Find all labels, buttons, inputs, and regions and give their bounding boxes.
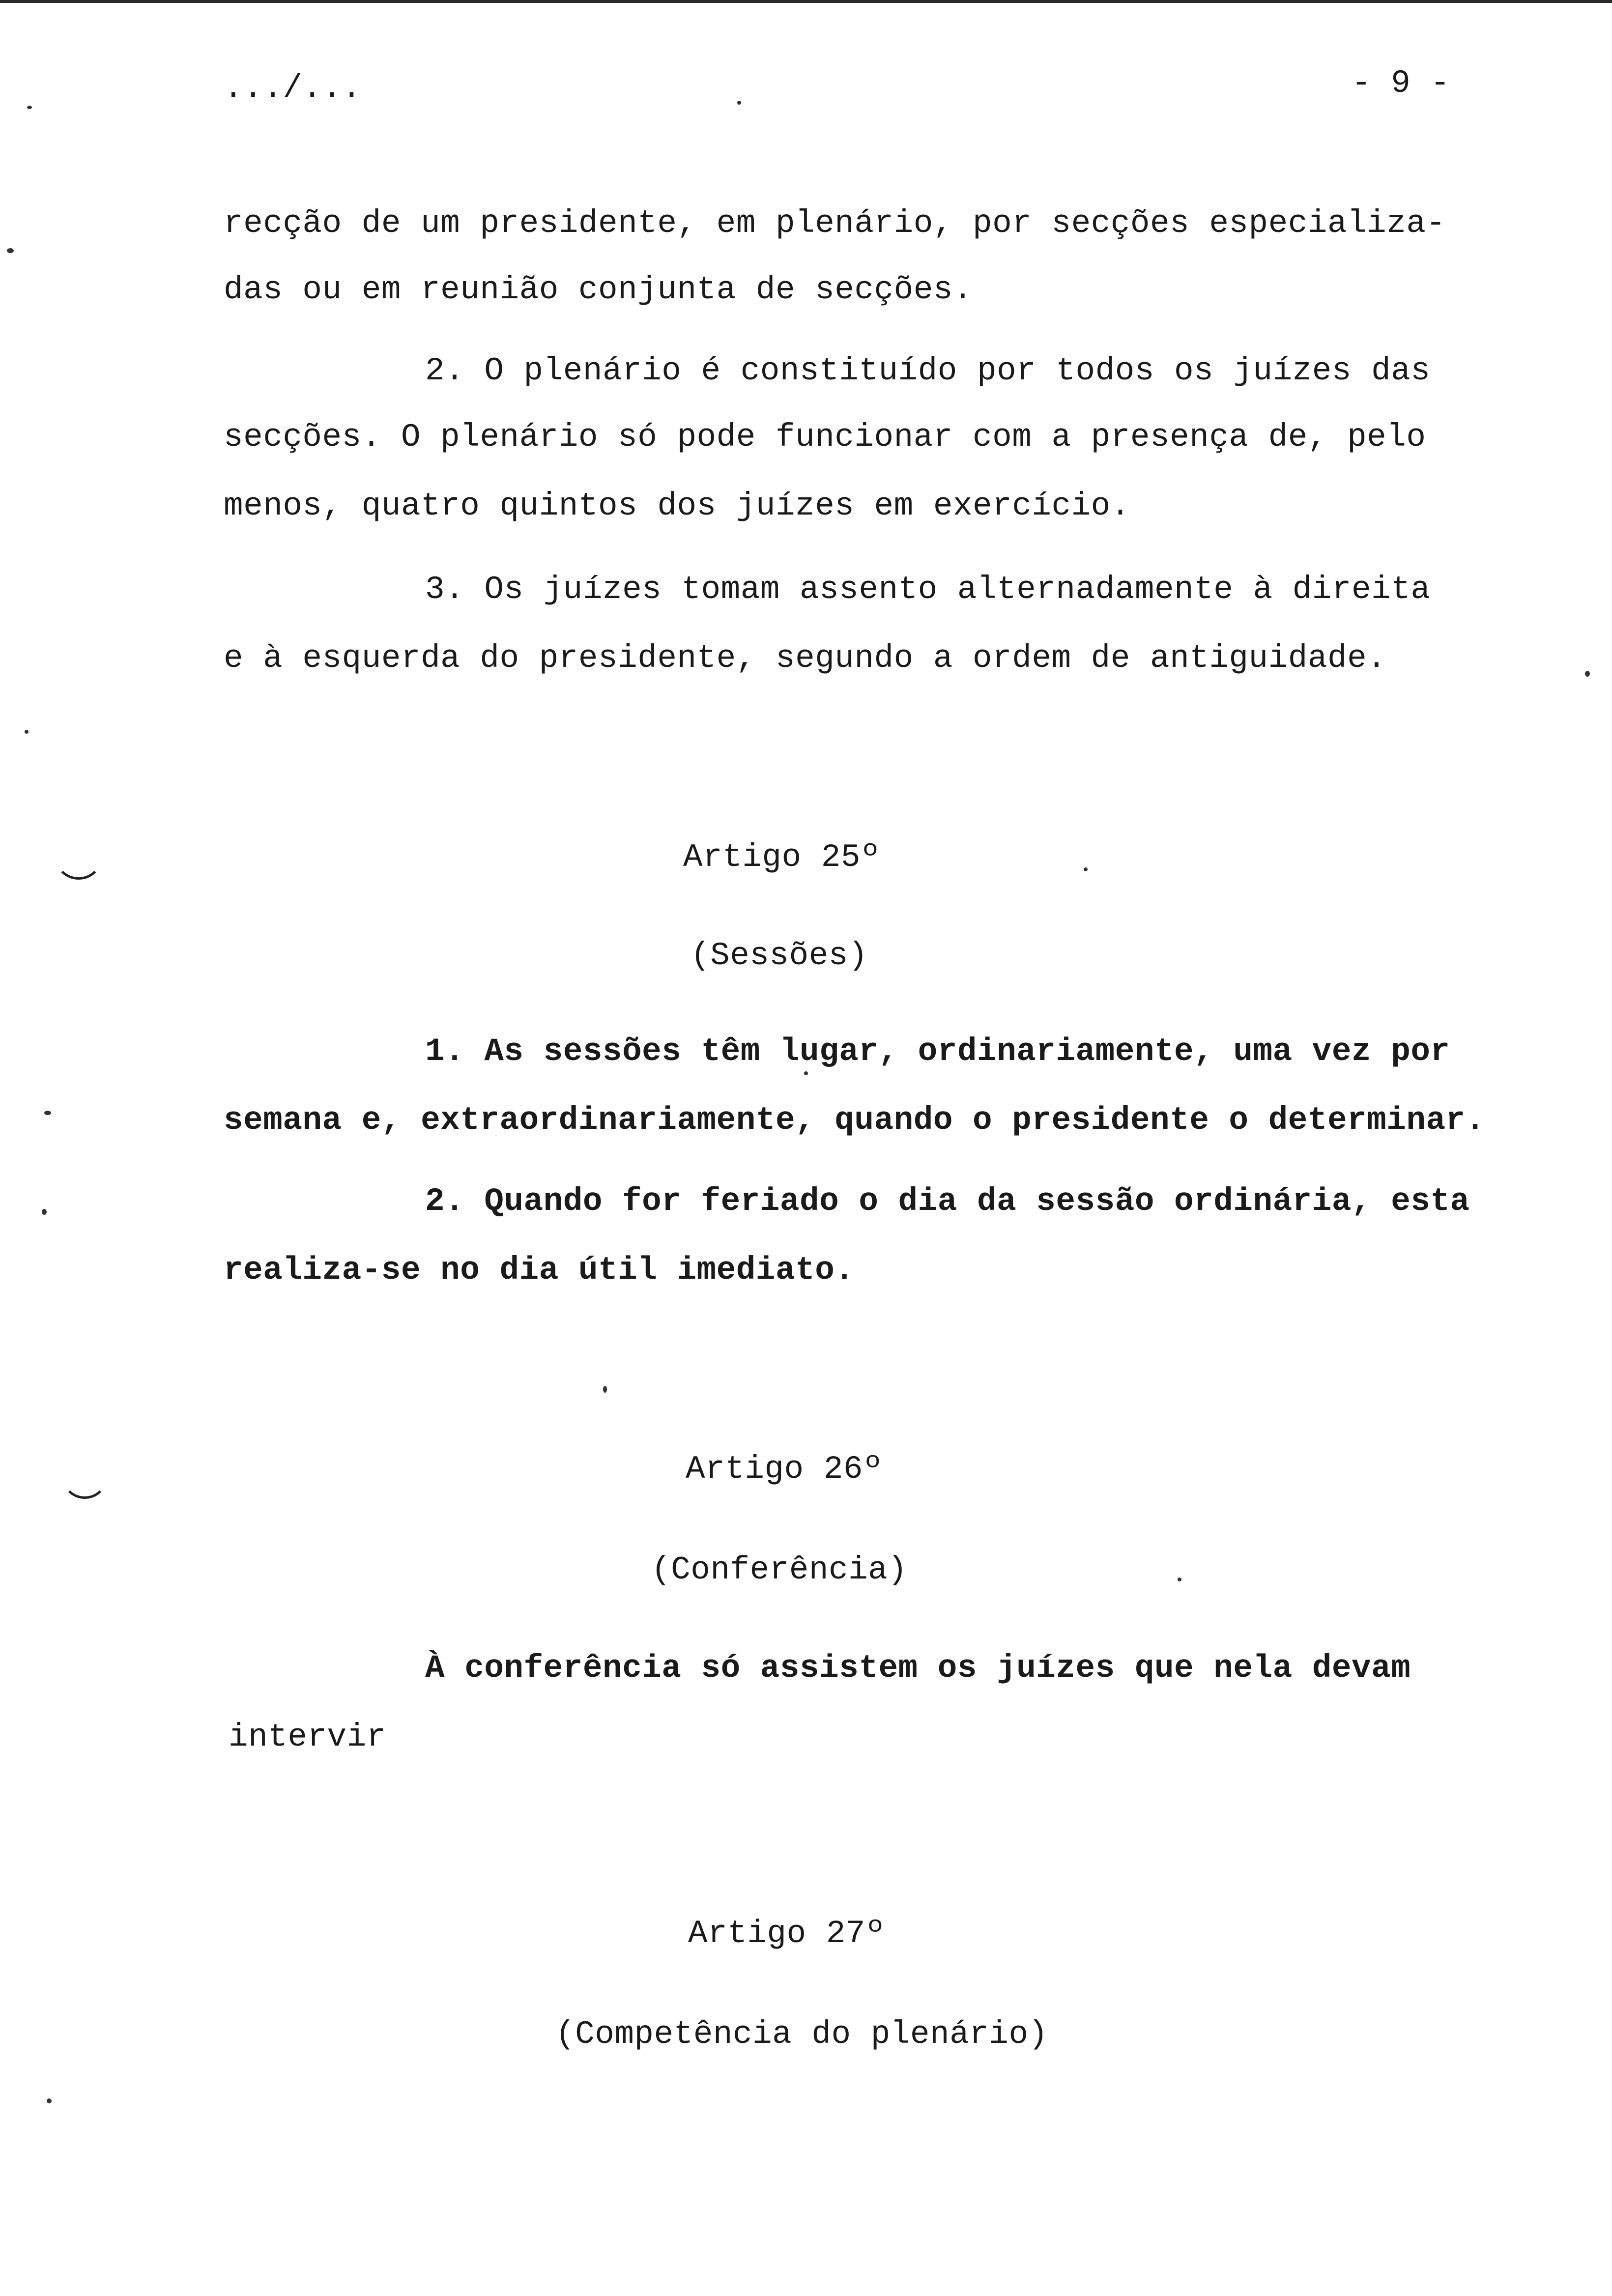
scan-speck bbox=[737, 101, 741, 105]
text-line: 1. As sessões têm lugar, ordinariamente, uma vez por bbox=[425, 1033, 1450, 1070]
article-title: Artigo 27º bbox=[688, 1915, 886, 1952]
scan-speck bbox=[804, 1071, 808, 1075]
text-line: das ou em reunião conjunta de secções. bbox=[224, 271, 973, 308]
article-subtitle: (Competência do plenário) bbox=[555, 2016, 1048, 2053]
scan-speck bbox=[1178, 1578, 1181, 1581]
text-line: recção de um presidente, em plenário, por secções especializa- bbox=[224, 205, 1446, 242]
text-line: À conferência só assistem os juízes que nela devam bbox=[425, 1650, 1411, 1687]
text-line: realiza-se no dia útil imediato. bbox=[224, 1252, 855, 1289]
text-line: 2. Quando for feriado o dia da sessão ordinária, esta bbox=[425, 1183, 1470, 1220]
article-title: Artigo 25º bbox=[683, 839, 881, 876]
text-line: 3. Os juízes tomam assento alternadamente à direita bbox=[425, 571, 1431, 608]
article-title: Artigo 26º bbox=[686, 1451, 883, 1488]
binding-hole-mark bbox=[54, 831, 103, 880]
text-line: intervir bbox=[229, 1719, 386, 1755]
text-line: e à esquerda do presidente, segundo a ordem de antiguidade. bbox=[224, 640, 1387, 677]
article-subtitle: (Conferência) bbox=[651, 1551, 908, 1588]
text-line: 2. O plenário é constituído por todos os juízes das bbox=[425, 352, 1431, 389]
scan-speck bbox=[7, 248, 14, 253]
scan-speck bbox=[44, 1111, 51, 1115]
scan-speck bbox=[603, 1386, 607, 1393]
scan-speck bbox=[47, 2098, 52, 2103]
text-line: secções. O plenário só pode funcionar com a presença de, pelo bbox=[224, 419, 1426, 456]
scan-speck bbox=[1585, 671, 1590, 677]
page-number: - 9 - bbox=[1352, 65, 1450, 102]
article-subtitle: (Sessões) bbox=[691, 937, 868, 974]
text-line: semana e, extraordinariamente, quando o presidente o determinar. bbox=[224, 1102, 1485, 1139]
scan-speck bbox=[1084, 867, 1088, 871]
scan-speck bbox=[25, 730, 29, 734]
scan-speck bbox=[27, 106, 32, 109]
text-line: menos, quatro quintos dos juízes em exercício. bbox=[224, 488, 1130, 524]
top-border-rule bbox=[0, 0, 1612, 3]
binding-hole-mark bbox=[61, 1452, 108, 1499]
continuation-marker: .../... bbox=[224, 70, 362, 107]
scan-speck bbox=[42, 1209, 47, 1215]
